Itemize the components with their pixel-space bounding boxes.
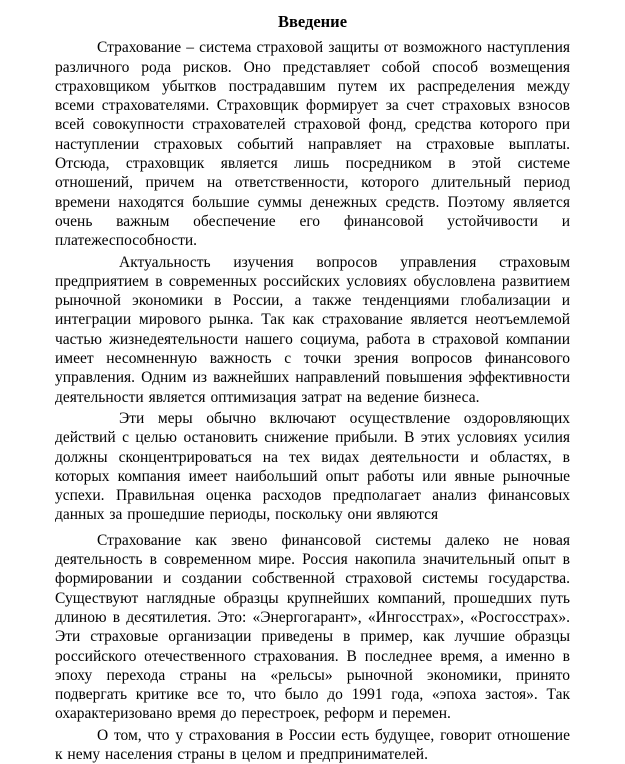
paragraph-relevance: Актуальность изучения вопросов управления страховым предприятием в современных российских условиях обусловлена развитием рыночной экономики в России, а также тенденциями глобализации и интеграции мирового рынка. Так как страхование является неотъемлемой частью жизнедеятельности нашего социума, работа в страховой компании имеет несомненную важность с точки зрения вопросов финансового управления. Одним из важнейших направлений повышения эффективности деятельности является оптимизация затрат на ведение бизнеса. [55,253,570,406]
paragraph-history: Страхование как звено финансовой системы далеко не новая деятельность в современном мире. Россия накопила значительный опыт в формировании и создании собственной страховой системы государства. Существуют наглядные образцы крупнейших компаний, прошедших путь длиною в десятилетия. Это: «Энергогарант», «Ингосстрах», «Росгосстрах». Эти страховые организации приведены в пример, как лучшие образцы российского отечественного страхования. В последнее время, а именно в эпоху перехода страны на «рельсы» рыночной экономики, принято подвергать критике все то, что было до 1991 года, «эпоха застоя». Так охарактеризовано время до перестроек, реформ и перемен. [55,531,570,723]
paragraph-future: О том, что у страхования в России есть будущее, говорит отношение к нему населения страны в целом и предпринимателей. [55,726,570,763]
paragraph-measures: Эти меры обычно включают осуществление оздоровляющих действий с целью остановить снижение прибыли. В этих условиях усилия должны сконцентрироваться на тех видах деятельности и областях, в которых компания имеет наибольший опыт работы или явные рыночные успехи. Правильная оценка расходов предполагает анализ финансовых данных за прошедшие периоды, поскольку они являются [55,409,570,524]
paragraph-insurance-definition: Страхование – система страховой защиты от возможного наступления различного рода рисков. Оно представляет собой способ возмещения страховщиком убытков пострадавшим путем их распределения между всеми страхователями. Страховщик формирует за счет страховых взносов всей совокупности страхователей страховой фонд, средства которого при наступлении страховых событий направляет на страховые выплаты. Отсюда, страховщик является лишь посредником в этой системе отношений, причем на ответственности, которого длительный период времени находятся большие суммы денежных средств. Поэтому является очень важным обеспечение его финансовой устойчивости и платежеспособности. [55,39,570,250]
page-title: Введение [277,12,348,31]
